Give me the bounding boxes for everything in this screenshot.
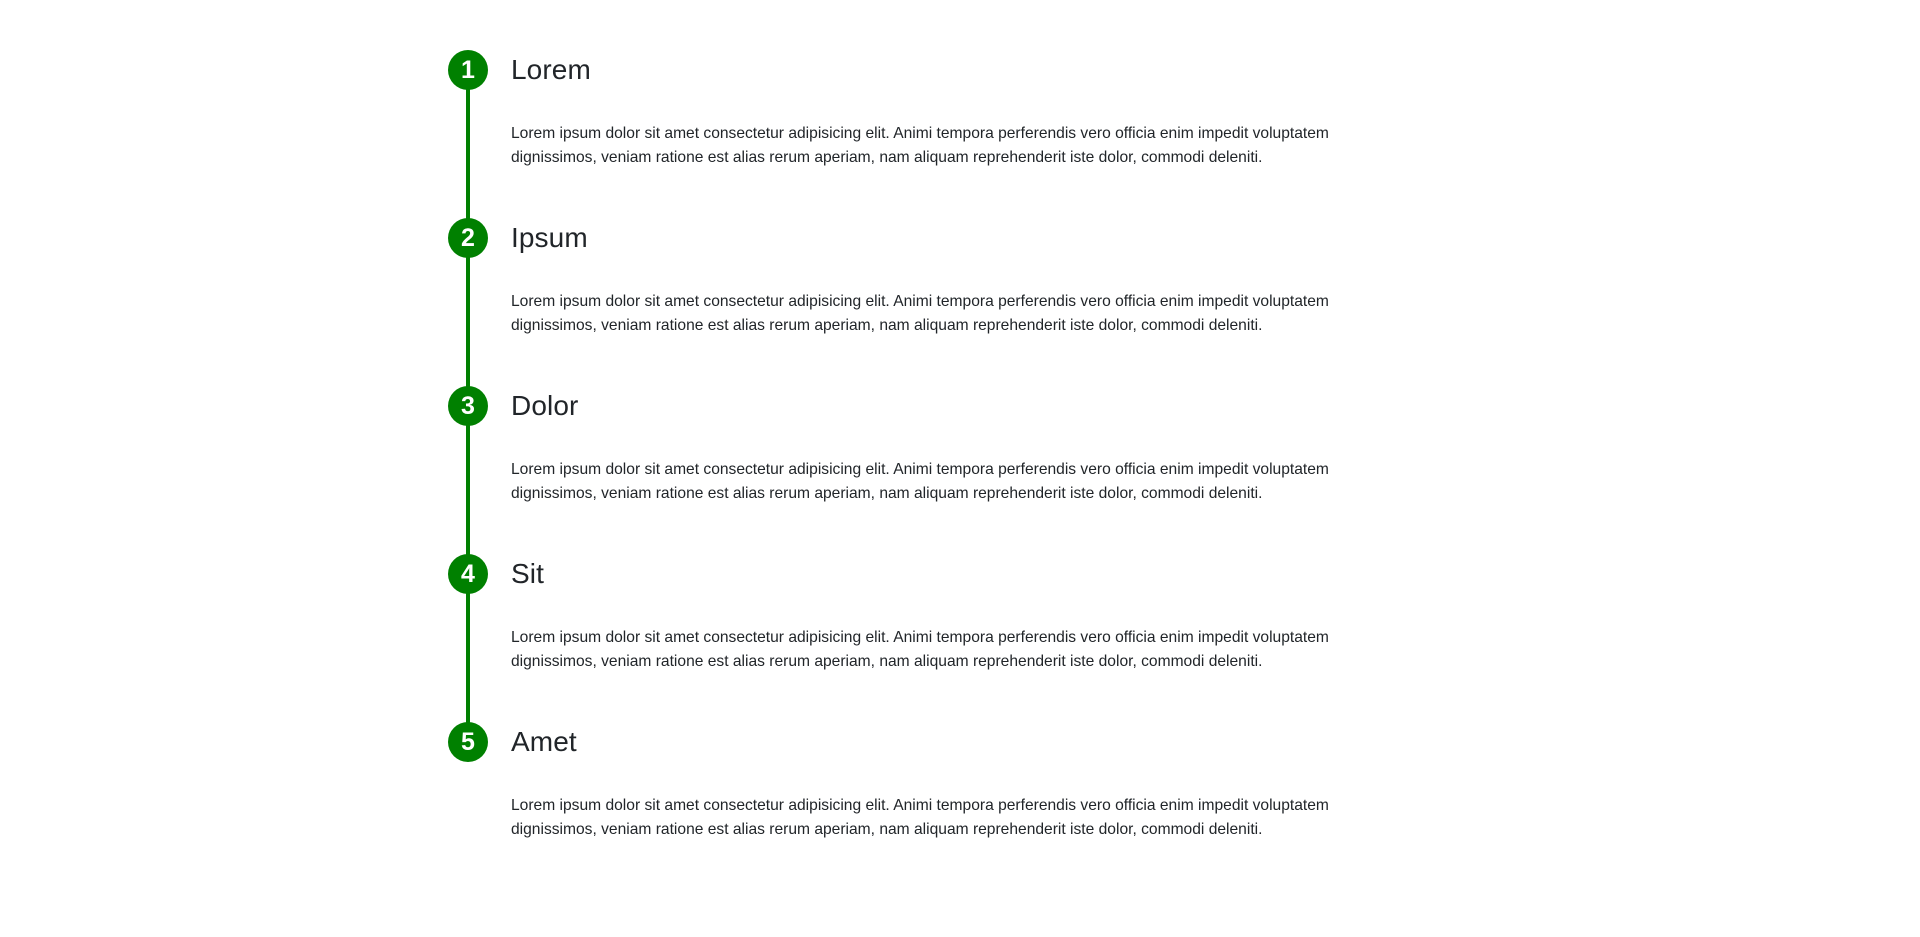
timeline-connector-line <box>466 70 470 238</box>
step-number-badge: 4 <box>448 554 488 594</box>
step-content <box>511 218 1381 337</box>
step-title: Amet <box>511 726 577 757</box>
timeline-connector-line <box>466 238 470 406</box>
step-content <box>511 386 1381 505</box>
step-description: Lorem ipsum dolor sit amet consectetur adipisicing elit. Animi tempora perferendis vero officia enim impedit voluptatem dignissimos, veniam ratione est alias rerum aperiam, nam aliquam reprehenderit iste dolor, commodi deleniti. <box>511 797 1329 838</box>
step-description: Lorem ipsum dolor sit amet consectetur adipisicing elit. Animi tempora perferendis vero officia enim impedit voluptatem dignissimos, veniam ratione est alias rerum aperiam, nam aliquam reprehenderit iste dolor, commodi deleniti. <box>511 125 1329 166</box>
step-number-badge: 1 <box>448 50 488 90</box>
step-description: Lorem ipsum dolor sit amet consectetur adipisicing elit. Animi tempora perferendis vero officia enim impedit voluptatem dignissimos, veniam ratione est alias rerum aperiam, nam aliquam reprehenderit iste dolor, commodi deleniti. <box>511 293 1329 334</box>
step-content <box>511 554 1381 673</box>
step-description: Lorem ipsum dolor sit amet consectetur adipisicing elit. Animi tempora perferendis vero officia enim impedit voluptatem dignissimos, veniam ratione est alias rerum aperiam, nam aliquam reprehenderit iste dolor, commodi deleniti. <box>511 461 1329 502</box>
timeline-connector-line <box>466 574 470 742</box>
timeline-step-2 <box>448 218 1408 386</box>
timeline-step-5 <box>448 722 1408 872</box>
step-content <box>511 50 1381 169</box>
timeline-step-1 <box>448 50 1408 218</box>
step-description: Lorem ipsum dolor sit amet consectetur adipisicing elit. Animi tempora perferendis vero officia enim impedit voluptatem dignissimos, veniam ratione est alias rerum aperiam, nam aliquam reprehenderit iste dolor, commodi deleniti. <box>511 629 1329 670</box>
step-number-badge: 2 <box>448 218 488 258</box>
timeline <box>448 50 1408 872</box>
step-number-badge: 5 <box>448 722 488 762</box>
step-title: Dolor <box>511 390 579 421</box>
timeline-connector-line <box>466 406 470 574</box>
timeline-step-3 <box>448 386 1408 554</box>
step-content <box>511 722 1381 841</box>
step-title: Lorem <box>511 54 591 85</box>
step-title: Sit <box>511 558 544 589</box>
step-title: Ipsum <box>511 222 588 253</box>
step-number-badge: 3 <box>448 386 488 426</box>
timeline-step-4 <box>448 554 1408 722</box>
